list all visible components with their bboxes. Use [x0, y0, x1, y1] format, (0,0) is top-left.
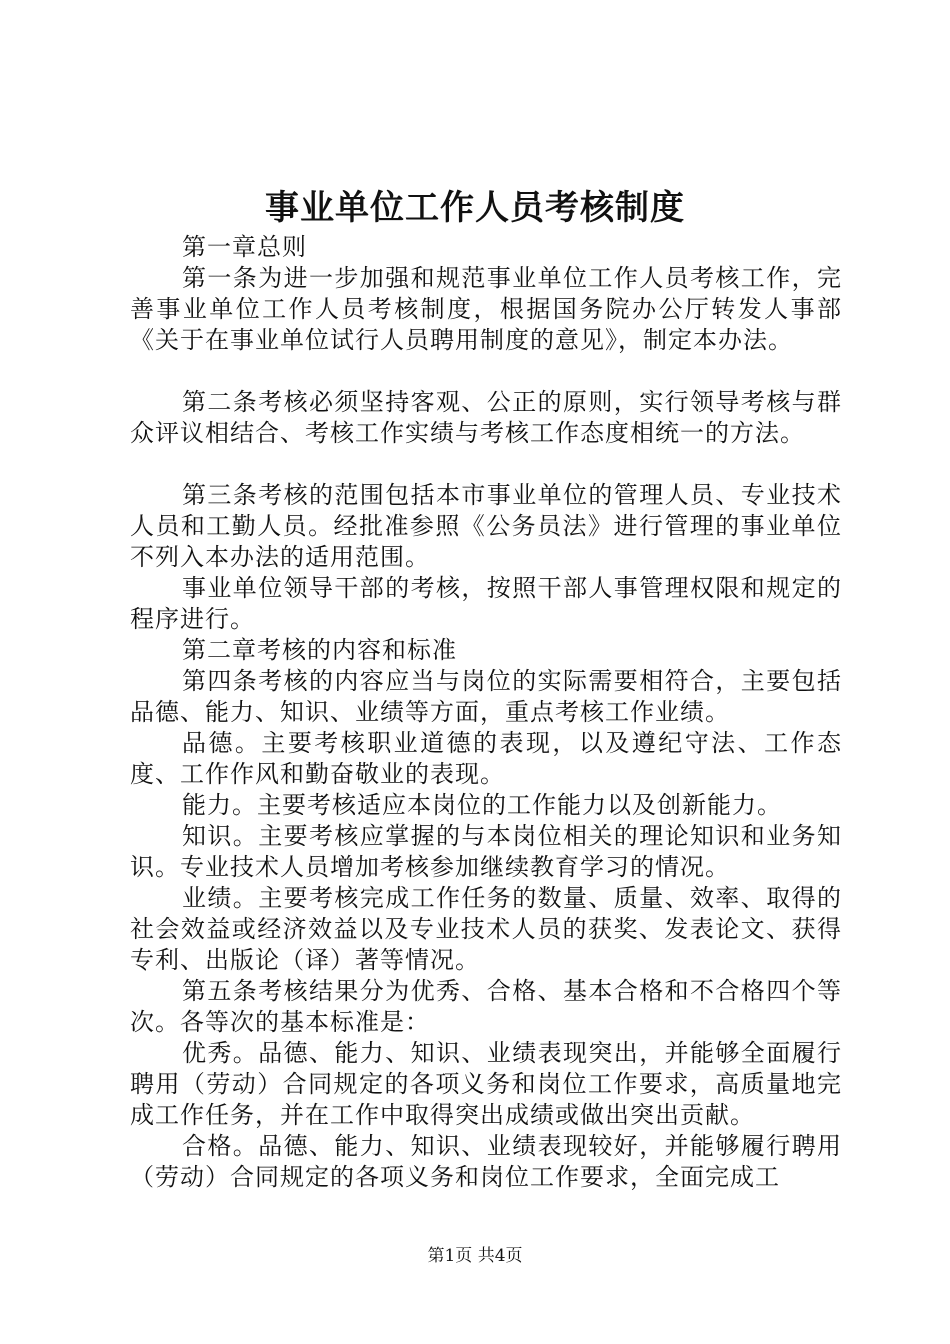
article-paragraph: 第四条考核的内容应当与岗位的实际需要相符合，主要包括品德、能力、知识、业绩等方面，重点考核工作业绩。: [130, 667, 842, 726]
chapter-heading: 第一章总则: [182, 233, 307, 261]
article-paragraph: 事业单位领导干部的考核，按照干部人事管理权限和规定的程序进行。: [130, 574, 842, 633]
article-paragraph: 能力。主要考核适应本岗位的工作能力以及创新能力。: [182, 791, 782, 819]
article-paragraph: 第五条考核结果分为优秀、合格、基本合格和不合格四个等次。各等次的基本标准是：: [130, 977, 842, 1036]
chapter-heading: 第二章考核的内容和标准: [182, 636, 457, 664]
article-paragraph: 第二条考核必须坚持客观、公正的原则，实行领导考核与群众评议相结合、考核工作实绩与考核工作态度相统一的方法。: [130, 388, 842, 447]
document-body: [130, 232, 842, 1193]
article-paragraph: 第三条考核的范围包括本市事业单位的管理人员、专业技术人员和工勤人员。经批准参照《公务员法》进行管理的事业单位不列入本办法的适用范围。: [130, 481, 842, 571]
article-paragraph: 优秀。品德、能力、知识、业绩表现突出，并能够全面履行聘用（劳动）合同规定的各项义务和岗位工作要求，高质量地完成工作任务，并在工作中取得突出成绩或做出突出贡献。: [130, 1039, 842, 1129]
article-paragraph: 品德。主要考核职业道德的表现，以及遵纪守法、工作态度、工作作风和勤奋敬业的表现。: [130, 729, 842, 788]
article-paragraph: 业绩。主要考核完成工作任务的数量、质量、效率、取得的社会效益或经济效益以及专业技术人员的获奖、发表论文、获得专利、出版论（译）著等情况。: [130, 884, 842, 974]
article-paragraph: 知识。主要考核应掌握的与本岗位相关的理论知识和业务知识。专业技术人员增加考核参加继续教育学习的情况。: [130, 822, 842, 881]
page-footer: 第1页 共4页: [427, 1246, 523, 1266]
article-paragraph: 合格。品德、能力、知识、业绩表现较好，并能够履行聘用（劳动）合同规定的各项义务和岗位工作要求，全面完成工: [130, 1132, 842, 1191]
article-paragraph: 第一条为进一步加强和规范事业单位工作人员考核工作，完善事业单位工作人员考核制度，根据国务院办公厅转发人事部《关于在事业单位试行人员聘用制度的意见》，制定本办法。: [130, 264, 842, 354]
document-title: 事业单位工作人员考核制度: [265, 188, 685, 228]
